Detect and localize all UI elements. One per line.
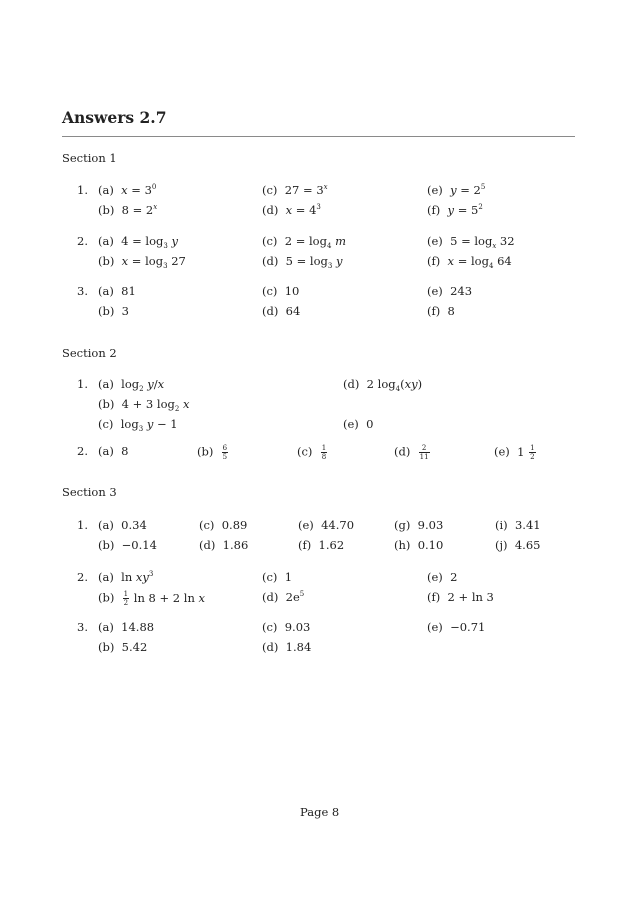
answer-value: −0.71: [450, 620, 486, 634]
answer-label: (a): [98, 377, 114, 391]
answer-value: $\ln xy^3$: [121, 570, 154, 584]
answer-value: $y = 5^2$: [447, 203, 483, 217]
answer-item: [98, 538, 157, 552]
answer-label: (b): [98, 203, 115, 217]
answer-label: (c): [262, 234, 278, 248]
answer-label: (b): [98, 397, 115, 411]
section-label: Section 1: [62, 151, 117, 165]
answer-value: 0.34: [121, 518, 147, 532]
answer-value: $x = \log_4 64$: [447, 254, 512, 270]
answer-label: (e): [427, 183, 443, 197]
answer-label: (a): [98, 518, 114, 532]
answer-item: [394, 518, 443, 532]
answer-value: 81: [121, 284, 136, 298]
answer-label: (h): [394, 538, 411, 552]
answer-item: [298, 538, 344, 552]
problem-number: 2.: [77, 444, 88, 458]
answer-item: [427, 570, 457, 584]
section-label: Section 2: [62, 346, 117, 360]
answer-item: [98, 284, 136, 298]
answer-value: 243: [450, 284, 473, 298]
answer-item: [427, 203, 483, 217]
answer-label: (f): [427, 203, 441, 217]
answer-value: $y = 2^5$: [450, 183, 486, 197]
problem-number: 1.: [77, 518, 88, 532]
answer-item: [343, 377, 422, 391]
answer-label: (c): [297, 444, 313, 459]
answer-label: (c): [262, 183, 278, 197]
answer-value: 2: [450, 570, 458, 584]
problem-number: 3.: [77, 284, 88, 298]
answer-label: (e): [343, 417, 359, 431]
answer-item: [427, 304, 455, 318]
answer-value: $\frac{2}{11}$: [419, 444, 429, 461]
answer-item: [262, 203, 321, 217]
answer-value: 4.65: [514, 538, 541, 552]
answer-value: $\frac{1}{2}$ ln 8 + 2 ln x: [123, 590, 206, 607]
answer-label: (e): [427, 284, 443, 298]
answer-value: $2 = \log_4 m$: [284, 234, 346, 250]
answer-item: [262, 284, 299, 298]
answer-item: [262, 304, 300, 318]
answer-item: [427, 620, 485, 634]
problem-number: 2.: [77, 570, 88, 584]
answer-value: 3.41: [514, 518, 541, 532]
problem-number: 3.: [77, 620, 88, 634]
answer-value: 9.03: [417, 518, 444, 532]
answer-item: [427, 590, 494, 604]
answer-item: [197, 444, 229, 461]
answer-item: [343, 417, 373, 431]
answer-value: 9.03: [284, 620, 311, 634]
answer-item: [98, 590, 205, 607]
answer-value: 5.42: [121, 640, 148, 654]
answer-value: 2 $\log_4(xy)$: [366, 377, 423, 393]
answer-item: [427, 234, 515, 248]
answer-item: [427, 284, 472, 298]
answer-value: 1.62: [318, 538, 345, 552]
answer-label: (a): [98, 234, 114, 248]
problem-number: 1.: [77, 377, 88, 391]
answer-item: [262, 570, 292, 584]
answer-item: [394, 444, 431, 461]
answer-label: (a): [98, 183, 114, 197]
answer-label: (b): [98, 304, 115, 318]
answer-item: [262, 234, 346, 248]
answer-item: [199, 538, 248, 552]
answer-label: (a): [98, 570, 114, 584]
answer-value: 1.84: [285, 640, 312, 654]
answer-value: 44.70: [321, 518, 355, 532]
answer-item: [98, 254, 186, 268]
answer-item: [262, 254, 343, 268]
answer-item: [98, 518, 147, 532]
answer-label: (e): [427, 570, 443, 584]
answer-item: [427, 183, 485, 197]
answer-label: (a): [98, 444, 114, 458]
answer-item: [262, 620, 310, 634]
answer-label: (e): [427, 234, 443, 248]
answer-value: 8: [447, 304, 455, 318]
answer-item: [262, 590, 304, 604]
answer-item: [98, 397, 190, 411]
answer-label: (f): [298, 538, 312, 552]
answer-value: $27 = 3^x$: [284, 183, 328, 197]
answer-value: $x = 4^3$: [285, 203, 321, 217]
answer-item: [262, 183, 328, 197]
answer-label: (c): [262, 284, 278, 298]
answer-label: (b): [98, 590, 115, 605]
answer-label: (d): [262, 640, 279, 654]
answer-item: [98, 444, 128, 458]
answer-value: 0: [366, 417, 374, 431]
answer-value: 64: [285, 304, 301, 318]
answer-value: $2e^5$: [285, 590, 305, 604]
answer-value: $x = \log_3 27$: [121, 254, 186, 270]
answer-value: 3: [121, 304, 129, 318]
answer-value: 14.88: [121, 620, 155, 634]
answer-label: (b): [98, 254, 115, 268]
answer-item: [494, 444, 537, 461]
answer-item: [98, 640, 147, 654]
answer-label: (e): [494, 444, 510, 459]
answer-value: $4 = \log_3 y$: [121, 234, 179, 250]
answer-label: (b): [98, 640, 115, 654]
answer-label: (f): [427, 304, 441, 318]
answer-label: (g): [394, 518, 411, 532]
answer-label: (d): [262, 254, 279, 268]
answer-item: [98, 234, 178, 248]
answer-value: 8: [121, 444, 129, 458]
answer-item: [495, 538, 540, 552]
answer-label: (c): [98, 417, 114, 431]
problem-number: 2.: [77, 234, 88, 248]
answer-value: 1: [284, 570, 293, 584]
answer-item: [427, 254, 512, 268]
answer-item: [98, 377, 164, 391]
answer-item: [98, 417, 178, 431]
answer-item: [98, 183, 156, 197]
page-title: Answers 2.7: [62, 108, 167, 127]
answer-item: [495, 518, 541, 532]
answer-value: −0.14: [121, 538, 157, 552]
answer-label: (c): [262, 570, 278, 584]
answer-value: $\frac{1}{8}$: [321, 444, 327, 461]
answer-item: [262, 640, 311, 654]
answer-item: [98, 570, 153, 584]
problem-number: 1.: [77, 183, 88, 197]
answer-label: (d): [199, 538, 216, 552]
answer-label: (d): [262, 590, 279, 604]
answer-item: [394, 538, 443, 552]
answer-label: (f): [427, 590, 441, 604]
answer-value: $\log_3 y - 1$: [120, 417, 178, 433]
answer-value: 2 + ln 3: [447, 590, 494, 604]
answer-label: (j): [495, 538, 508, 552]
answer-value: 4 + 3 $\log_2 x$: [121, 397, 190, 413]
answer-value: 10: [284, 284, 300, 298]
answer-value: 0.89: [221, 518, 248, 532]
answer-item: [298, 518, 354, 532]
answer-value: $\frac{6}{5}$: [222, 444, 228, 461]
answer-item: [297, 444, 328, 461]
section-label: Section 3: [62, 485, 117, 499]
answer-value: $5 = \log_3 y$: [285, 254, 343, 270]
answer-value: $\log_2 y/x$: [121, 377, 165, 393]
answer-label: (a): [98, 620, 114, 634]
page-number: Page 8: [300, 805, 340, 819]
answer-item: [98, 620, 154, 634]
answer-item: [98, 203, 157, 217]
answer-value: 0.10: [417, 538, 444, 552]
answer-label: (f): [427, 254, 441, 268]
answer-label: (a): [98, 284, 114, 298]
answer-label: (i): [495, 518, 508, 532]
answer-label: (e): [298, 518, 314, 532]
answer-value: 1.86: [222, 538, 249, 552]
answer-label: (d): [262, 203, 279, 217]
title-rule: [62, 136, 575, 137]
answer-label: (d): [394, 444, 411, 459]
answer-label: (d): [343, 377, 360, 391]
answer-label: (d): [262, 304, 279, 318]
answer-value: 1 $\frac{1}{2}$: [517, 444, 535, 461]
answer-value: $8 = 2^x$: [121, 203, 158, 217]
answer-value: $x = 3^0$: [121, 183, 157, 197]
answer-item: [98, 304, 129, 318]
answer-label: (c): [262, 620, 278, 634]
answer-label: (e): [427, 620, 443, 634]
answer-label: (c): [199, 518, 215, 532]
answer-value: $5 = \log_x 32$: [450, 234, 515, 250]
answer-label: (b): [197, 444, 214, 459]
answer-item: [199, 518, 247, 532]
answer-label: (b): [98, 538, 115, 552]
